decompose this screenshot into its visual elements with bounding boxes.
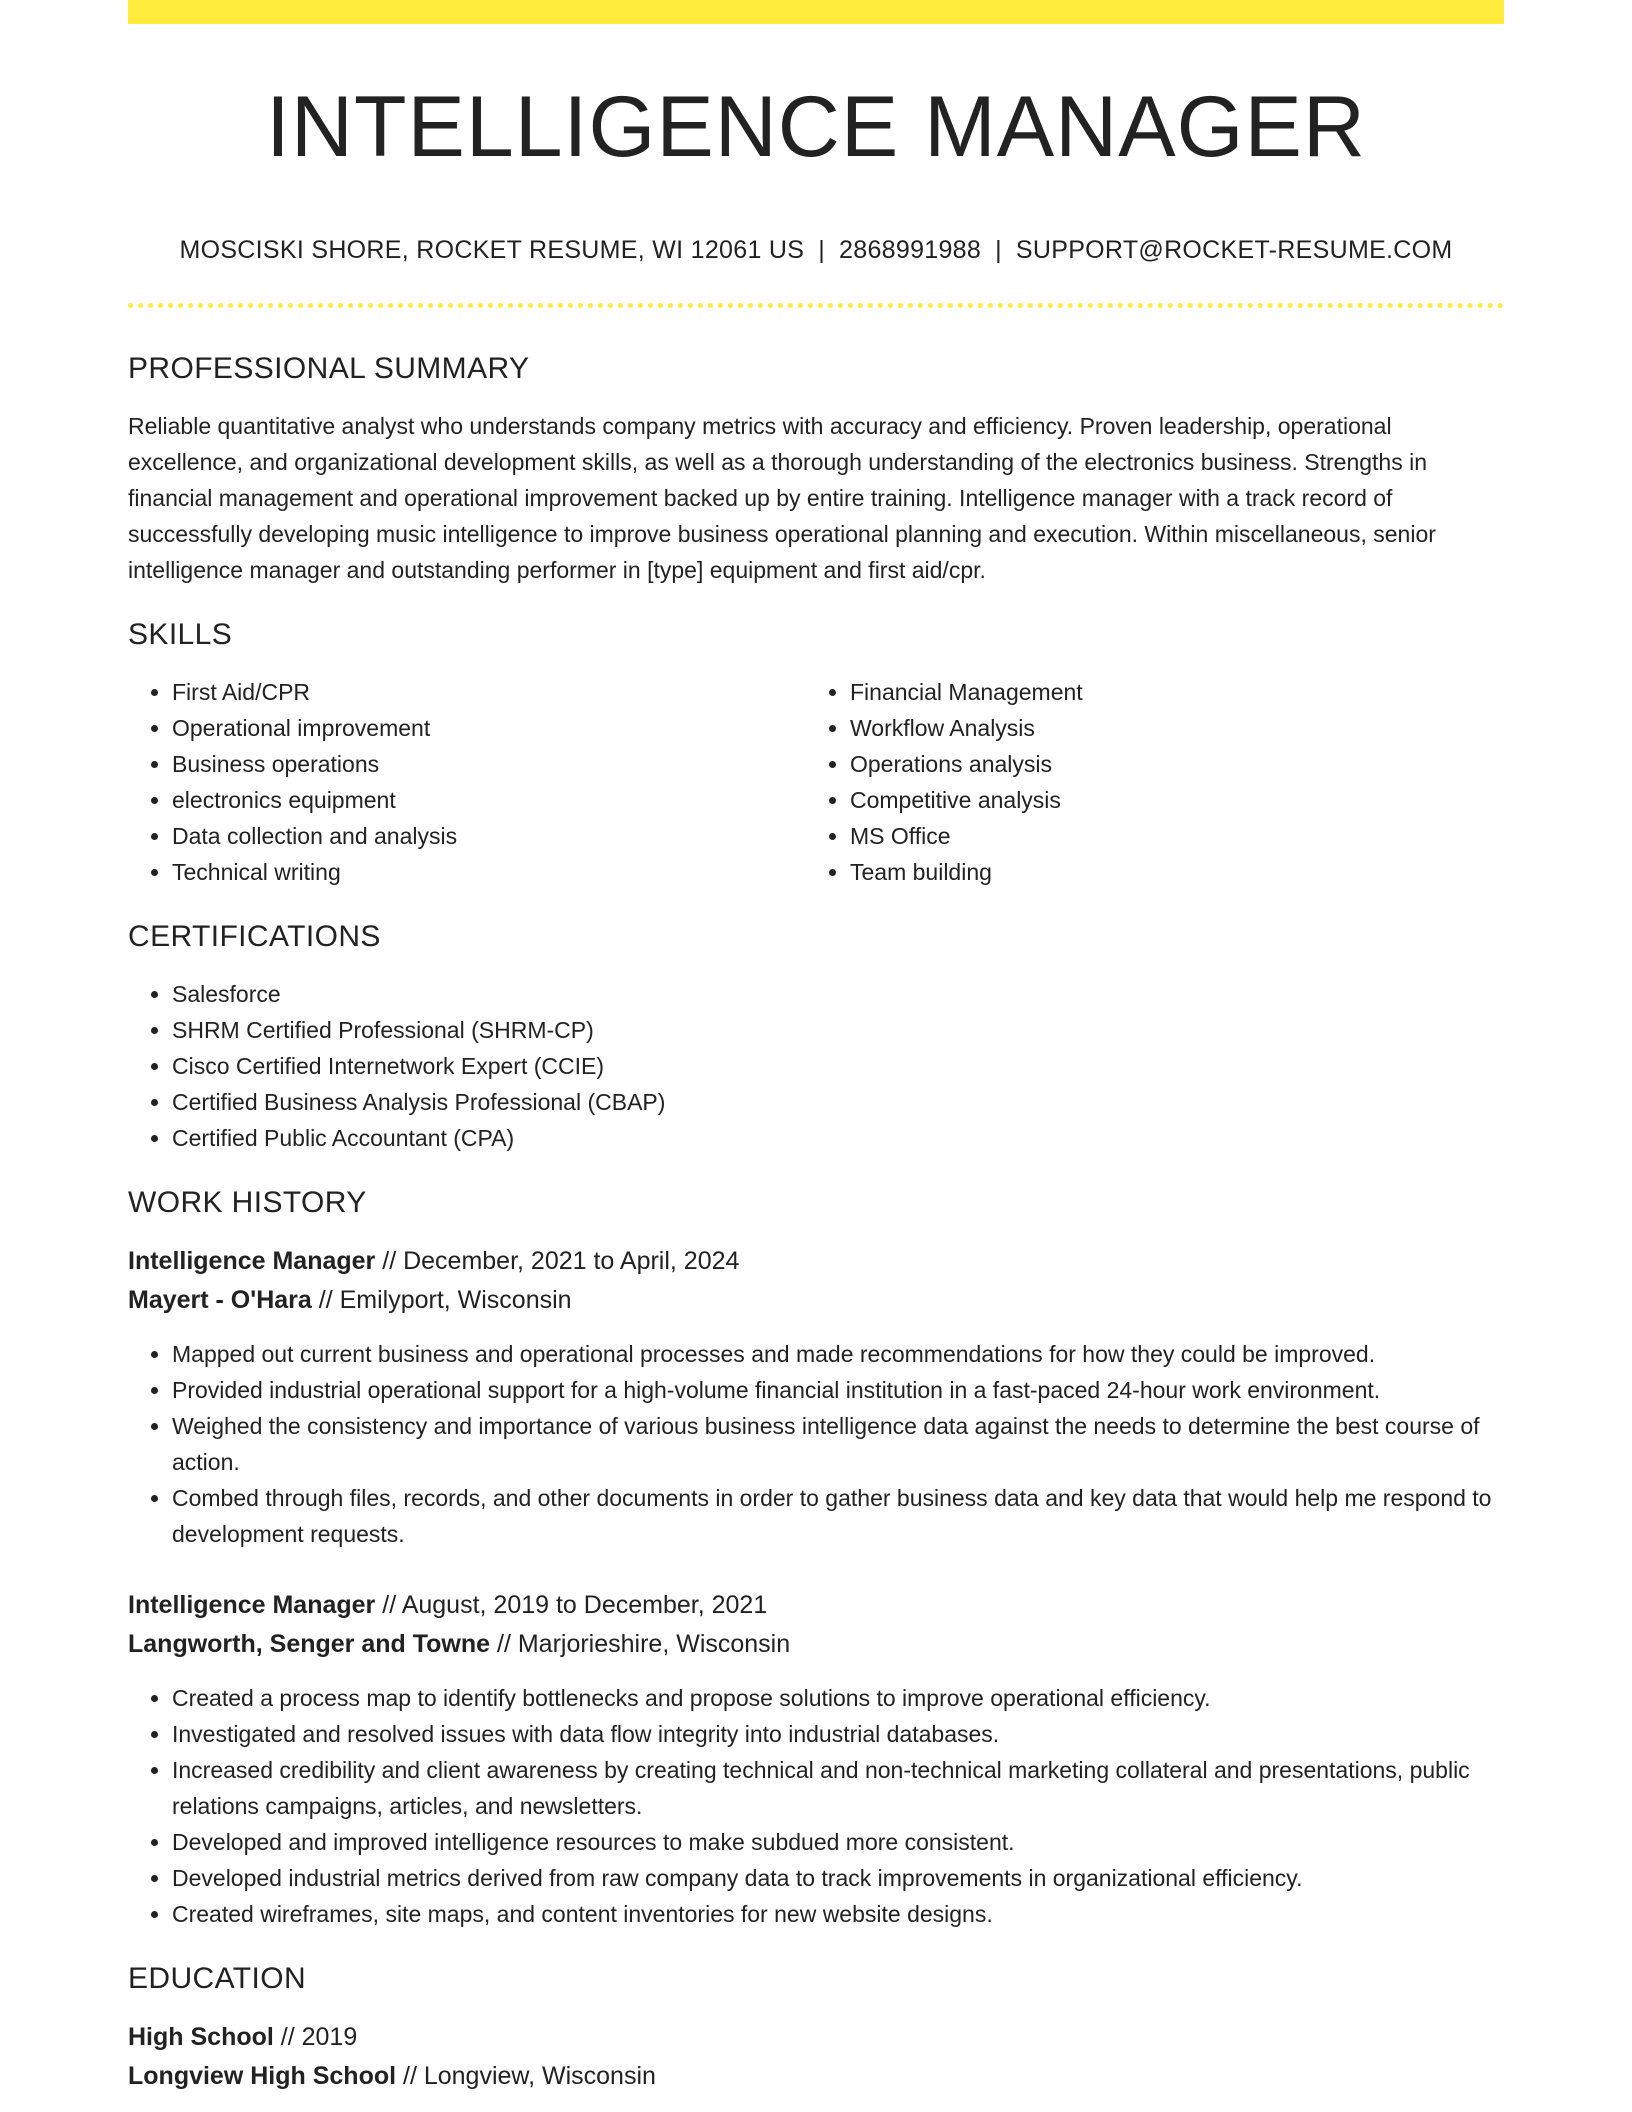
job-bullet: • Developed and improved intelligence resources to make subdued more consistent. [172, 1824, 1504, 1860]
resume-name-title: INTELLIGENCE MANAGER [266, 79, 1366, 175]
contact-line [128, 236, 1504, 265]
section-title-skills: SKILLS [128, 618, 233, 651]
certification-item: • Salesforce [172, 976, 1504, 1012]
skill-item: • MS Office [850, 818, 1484, 854]
job-bullets [128, 1336, 1504, 1552]
job-bullet: • Increased credibility and client awareness by creating technical and non-technical marketing collateral and presentations, public relations campaigns, articles, and newsletters. [172, 1752, 1504, 1824]
job-role: Intelligence Manager [128, 1247, 376, 1275]
skill-item: • Workflow Analysis [850, 710, 1484, 746]
job-location: // Marjorieshire, Wisconsin [490, 1630, 791, 1658]
contact-separator: | [995, 236, 1002, 264]
job-bullet: • Mapped out current business and operational processes and made recommendations for how they could be improved. [172, 1336, 1504, 1372]
job-company: Mayert - O'Hara [128, 1286, 312, 1314]
education-school-line [128, 2057, 1504, 2096]
education-entry [128, 2018, 1504, 2096]
contact-separator: | [818, 236, 826, 264]
skill-item: • Data collection and analysis [172, 818, 806, 854]
contact-phone: 2868991988 [839, 236, 982, 264]
skill-item: • First Aid/CPR [172, 674, 806, 710]
contact-email[interactable]: SUPPORT@ROCKET-RESUME.COM [1015, 236, 1453, 264]
job-location: // Emilyport, Wisconsin [311, 1286, 572, 1314]
section-title-summary: PROFESSIONAL SUMMARY [128, 352, 530, 385]
education-year: // 2019 [273, 2023, 358, 2051]
skill-item: • Team building [850, 854, 1484, 890]
skills-list-left [128, 674, 806, 890]
skill-item: • Business operations [172, 746, 806, 782]
skill-item: • Competitive analysis [850, 782, 1484, 818]
education-degree: High School [128, 2023, 274, 2051]
skills-grid [128, 674, 1504, 890]
dotted-divider [128, 303, 1504, 308]
education-location: // Longview, Wisconsin [396, 2062, 656, 2090]
job-entry [128, 1586, 1504, 1932]
skill-item: • Technical writing [172, 854, 806, 890]
job-role-line [128, 1242, 1504, 1281]
job-bullet: • Weighed the consistency and importance of various business intelligence data against the needs to determine the best course of action. [172, 1408, 1504, 1480]
job-role: Intelligence Manager [128, 1591, 376, 1619]
skills-list-right [806, 674, 1484, 890]
resume-page [128, 0, 1504, 2096]
certification-item: • Cisco Certified Internetwork Expert (CCIE) [172, 1048, 1504, 1084]
section-title-certifications: CERTIFICATIONS [128, 920, 381, 953]
certification-item: • Certified Business Analysis Professional (CBAP) [172, 1084, 1504, 1120]
certification-item: • SHRM Certified Professional (SHRM-CP) [172, 1012, 1504, 1048]
skill-item: • Operational improvement [172, 710, 806, 746]
job-company-line [128, 1625, 1504, 1664]
skill-item: • electronics equipment [172, 782, 806, 818]
job-bullet: • Provided industrial operational support for a high-volume financial institution in a fast-paced 24-hour work environment. [172, 1372, 1504, 1408]
section-title-education: EDUCATION [128, 1962, 307, 1995]
job-role-line [128, 1586, 1504, 1625]
skill-item: • Operations analysis [850, 746, 1484, 782]
certification-item: • Certified Public Accountant (CPA) [172, 1120, 1504, 1156]
accent-top-bar [128, 0, 1504, 24]
certifications-list [128, 976, 1504, 1156]
job-bullet: • Created wireframes, site maps, and content inventories for new website designs. [172, 1896, 1504, 1932]
job-bullet: • Combed through files, records, and other documents in order to gather business data and key data that would help me respond to development requests. [172, 1480, 1504, 1552]
job-company-line [128, 1281, 1504, 1320]
summary-paragraph: Reliable quantitative analyst who understands company metrics with accuracy and efficiency. Proven leadership, operational excellence, and organizational development skills, as well as a thorough understanding of the electronics business. Strengths in financial management and operational improvement backed up by entire training. Intelligence manager with a track record of successfully developing music intelligence to improve business operational planning and execution. Within miscellaneous, senior intelligence manager and outstanding performer in [type] equipment and first aid/cpr. [128, 413, 1436, 583]
skill-item: • Financial Management [850, 674, 1484, 710]
contact-address: MOSCISKI SHORE, ROCKET RESUME, WI 12061 US [179, 236, 805, 264]
job-dates: // August, 2019 to December, 2021 [375, 1591, 768, 1619]
job-bullet: • Developed industrial metrics derived from raw company data to track improvements in organizational efficiency. [172, 1860, 1504, 1896]
job-dates: // December, 2021 to April, 2024 [375, 1247, 740, 1275]
job-entry [128, 1242, 1504, 1552]
job-company: Langworth, Senger and Towne [128, 1630, 491, 1658]
education-degree-line [128, 2018, 1504, 2057]
job-bullets [128, 1680, 1504, 1932]
job-bullet: • Investigated and resolved issues with data flow integrity into industrial databases. [172, 1716, 1504, 1752]
education-school: Longview High School [128, 2062, 397, 2090]
section-title-work-history: WORK HISTORY [128, 1186, 367, 1219]
job-bullet: • Created a process map to identify bottlenecks and propose solutions to improve operational efficiency. [172, 1680, 1504, 1716]
